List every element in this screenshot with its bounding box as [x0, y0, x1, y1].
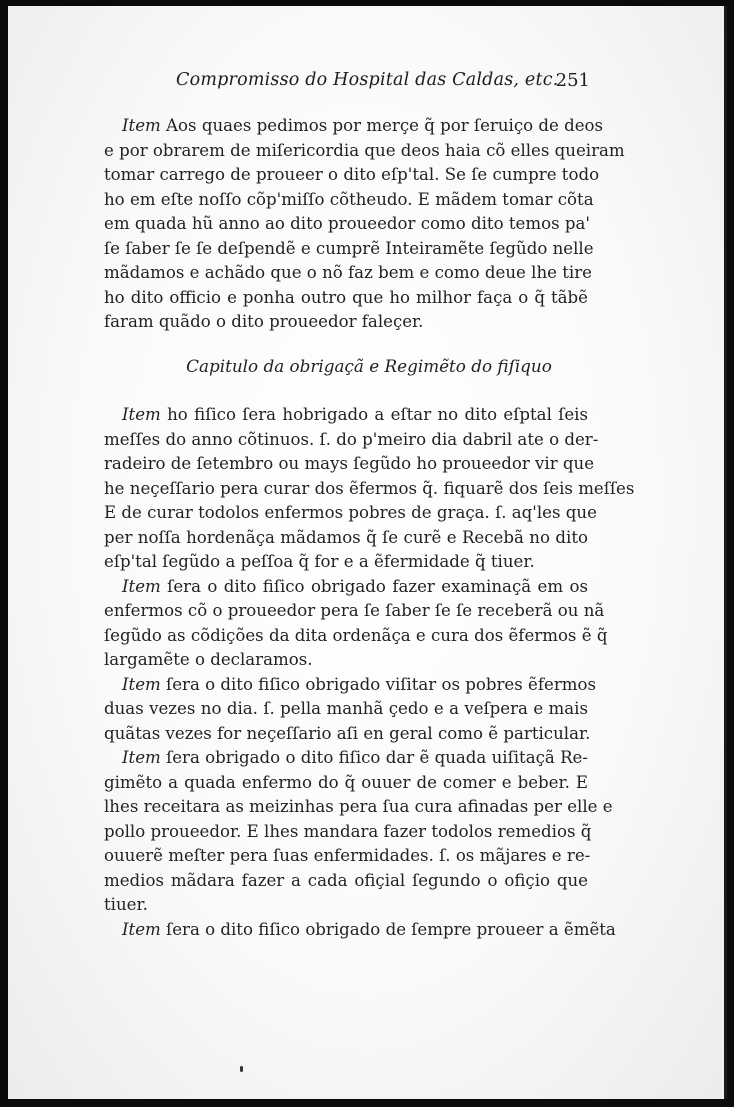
text-line: ſegũdo as cõdições da dita ordenãça e cura dos ẽfermos ẽ q̃	[104, 625, 608, 645]
text-line: ouuerẽ meſter pera ſuas enfermidades. ſ. os mãjares e re-	[104, 846, 591, 865]
text-line	[104, 918, 616, 943]
section-1-text	[104, 114, 625, 335]
page-number: 251	[555, 70, 590, 91]
ink-speck	[240, 1066, 243, 1072]
text-line: tiuer.	[104, 895, 148, 914]
text-line-content: ſera o dito fiſico obrigado viſitar os pobres ẽfermos	[160, 674, 596, 694]
section-2-text	[104, 403, 635, 942]
text-line	[104, 114, 604, 139]
text-line: eſp'tal ſegũdo a peſſoa q̃ for e a ẽfermidade q̃ tiuer.	[104, 552, 535, 571]
text-line: per noſſa hordenãça mãdamos q̃ ſe curẽ e Recebã no dito	[104, 527, 588, 547]
text-line	[104, 403, 588, 428]
text-line: tomar carrego de proueer o dito eſp'tal. Se ſe cumpre todo	[104, 165, 600, 184]
text-line-content: Aos quaes pedimos por merçe q̃ por ſeruiço de deos	[160, 116, 604, 135]
text-line: meſſes do anno cõtinuos. ſ. do p'meiro dia dabril ate o der-	[104, 429, 599, 449]
text-line	[104, 673, 596, 698]
item-marker: Item	[122, 116, 161, 135]
item-marker: Item	[122, 576, 161, 596]
text-line-content: ſera o dito fiſico obrigado de ſempre proueer a ẽmẽta	[160, 919, 616, 939]
text-line: medios mãdara fazer a cada ofiçial ſegundo o ofiçio que	[104, 870, 588, 890]
text-line: enfermos cõ o proueedor pera ſe ſaber ſe ſe receberã ou nã	[104, 601, 605, 620]
text-line: quãtas vezes for neçeſſario aſi en geral como ẽ particular.	[104, 723, 591, 743]
text-line: gimẽto a quada enfermo do q̃ ouuer de comer e beber. E	[104, 772, 588, 792]
text-line-content: ſera o dito fiſico obrigado fazer examinaçã em os	[160, 576, 588, 596]
item-marker: Item	[122, 919, 161, 939]
text-line-content: ſera obrigado o dito fiſico dar ẽ quada uiſitaçã Re-	[160, 748, 588, 767]
text-line: mãdamos e achãdo que o nõ faz bem e como deue lhe tire	[104, 263, 592, 282]
running-title: Compromisso do Hospital das Caldas, etc.	[176, 70, 559, 90]
text-line: ho dito officio e ponha outro que ho milhor faça o q̃ tãbẽ	[104, 287, 588, 307]
item-marker: Item	[122, 405, 161, 424]
text-line: lhes receitara as meizinhas pera ſua cura afinadas per elle e	[104, 797, 613, 816]
text-line: duas vezes no dia. ſ. pella manhã çedo e a veſpera e mais	[104, 699, 588, 718]
text-line	[104, 746, 588, 771]
text-line: pollo proueedor. E lhes mandara fazer todolos remedios q̃	[104, 821, 592, 841]
text-line-content: ho fiſico ſera hobrigado a eſtar no dito eſptal ſeis	[160, 405, 588, 424]
item-marker: Item	[122, 748, 161, 767]
text-line: ſe ſaber ſe ſe deſpendẽ e cumprẽ Inteiramẽte ſegũdo nelle	[104, 238, 594, 258]
chapter-heading: Capitulo da obrigaçã e Regimẽto do fiſiquo	[186, 356, 552, 376]
text-line	[104, 575, 588, 600]
text-line: em quada hũ anno ao dito proueedor como dito temos pa'	[104, 214, 590, 233]
text-line: ho em eſte noſſo cõp'miſſo cõtheudo. E mãdem tomar cõta	[104, 189, 594, 209]
text-line: he neçeſſario pera curar dos ẽfermos q̃. fiquarẽ dos ſeis meſſes	[104, 478, 635, 498]
item-marker: Item	[122, 674, 161, 694]
text-line: radeiro de ſetembro ou mays ſegũdo ho proueedor vir que	[104, 454, 595, 473]
text-line: E de curar todolos enfermos pobres de graça. ſ. aq'les que	[104, 503, 597, 522]
text-line: e por obrarem de miſericordia que deos haia cõ elles queiram	[104, 140, 625, 160]
text-line: faram quãdo o dito proueedor faleçer.	[104, 312, 424, 331]
running-header	[176, 66, 596, 96]
text-line: largamẽte o declaramos.	[104, 650, 313, 669]
